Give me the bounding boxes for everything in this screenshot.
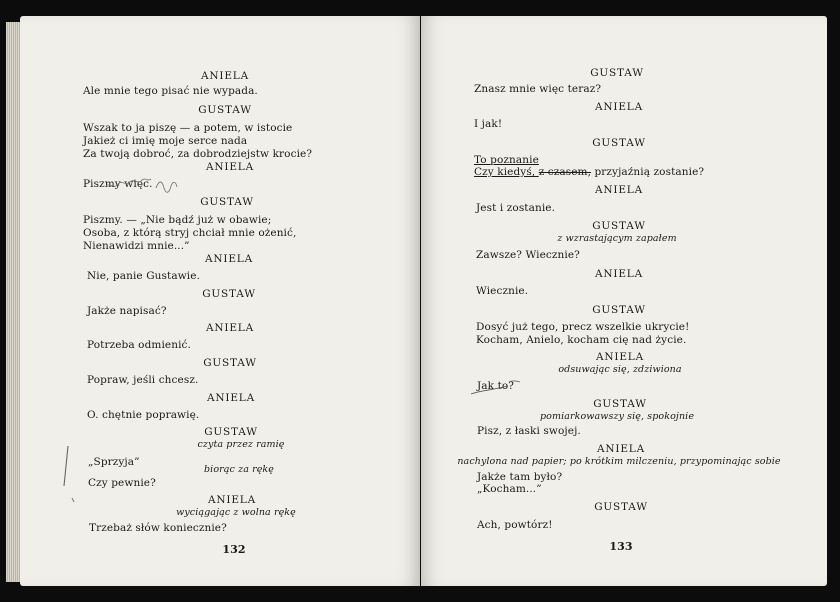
speaker-label: ANIELA	[595, 101, 643, 113]
speaker-label: GUSTAW	[592, 220, 646, 232]
speaker-label: ANIELA	[206, 322, 254, 334]
stage-direction: nachylona nad papier; po krótkim milczeniu, przypominając sobie	[457, 456, 781, 467]
speaker-label: GUSTAW	[198, 104, 252, 116]
pencil-scribble	[156, 182, 177, 192]
left-page	[20, 16, 420, 586]
dialogue-line: Znasz mnie więc teraz?	[474, 83, 602, 95]
dialogue-line: Jak to?	[477, 380, 515, 392]
struck-text: z czasem,	[538, 166, 592, 178]
speaker-label: GUSTAW	[202, 288, 256, 300]
dialogue-line: Zawsze? Wiecznie?	[476, 249, 580, 261]
dialogue-line: O. chętnie poprawię.	[87, 409, 200, 421]
dialogue-line: Potrzeba odmienić.	[87, 339, 191, 351]
speaker-label: GUSTAW	[204, 426, 258, 438]
pencil-stroke	[509, 381, 520, 382]
speaker-label: ANIELA	[595, 184, 643, 196]
speaker-label: ANIELA	[595, 268, 643, 280]
speaker-label: ANIELA	[208, 494, 256, 506]
dialogue-line: Za twoją dobroć, za dobrodziejstw krocie?	[83, 148, 313, 160]
speaker-label: ANIELA	[201, 70, 249, 82]
dialogue-line: Osoba, z którą stryj chciał mnie ożenić,	[83, 227, 297, 239]
speaker-label: ANIELA	[596, 351, 644, 363]
stage-direction: czyta przez ramię	[197, 439, 285, 450]
dialogue-line: I jak!	[474, 118, 503, 130]
dialogue-line: Jakże napisać?	[87, 305, 167, 317]
page-number: 133	[609, 540, 633, 553]
dialogue-line: Ach, powtórz!	[477, 519, 553, 531]
speaker-label: GUSTAW	[590, 67, 644, 79]
speaker-label: GUSTAW	[594, 501, 648, 513]
stage-direction: z wzrastającym zapałem	[557, 233, 677, 244]
dialogue-line: Ale mnie tego pisać nie wypada.	[83, 85, 258, 97]
dialogue-line: Kocham, Anielo, kocham cię nad życie.	[476, 334, 687, 346]
dialogue-line: Czy pewnie?	[88, 477, 156, 489]
dialogue-line: Nie, panie Gustawie.	[87, 270, 201, 282]
speaker-label: ANIELA	[597, 443, 645, 455]
pencil-stroke	[64, 446, 68, 486]
dialogue-line: Piszmy więc.	[83, 178, 153, 190]
speaker-label: ANIELA	[207, 392, 255, 404]
speaker-label: GUSTAW	[592, 304, 646, 316]
speaker-label: GUSTAW	[200, 196, 254, 208]
dialogue-line: To poznanie	[474, 154, 539, 166]
right-page	[421, 16, 827, 586]
dialogue-line: „Sprzyja”	[88, 456, 140, 468]
dialogue-line: Popraw, jeśli chcesz.	[87, 374, 199, 386]
underlined-text: Czy kiedyś,	[474, 166, 539, 178]
pencil-underline	[471, 386, 507, 394]
stage-direction: biorąc za rękę	[204, 464, 275, 475]
stage-direction: pomiarkowawszy się, spokojnie	[539, 411, 695, 422]
stage-direction: wyciągając z wolna rękę	[176, 507, 296, 518]
dialogue-line: Wiecznie.	[476, 285, 529, 297]
speaker-label: GUSTAW	[592, 137, 646, 149]
speaker-label: GUSTAW	[203, 357, 257, 369]
dialogue-line: „Kocham...”	[477, 483, 542, 495]
speaker-label: ANIELA	[205, 253, 253, 265]
dialogue-line: Jest i zostanie.	[476, 202, 556, 214]
pencil-scribble	[106, 179, 151, 186]
dialogue-line: Wszak to ja piszę — a potem, w istocie	[83, 122, 293, 134]
line-tail: przyjaźnią zostanie?	[591, 166, 705, 178]
dialogue-line: Dosyć już tego, precz wszelkie ukrycie!	[476, 321, 690, 333]
speaker-label: ANIELA	[206, 161, 254, 173]
dialogue-line: Pisz, z łaski swojej.	[477, 425, 581, 437]
speaker-label: GUSTAW	[593, 398, 647, 410]
stage-direction: odsuwając się, zdziwiona	[558, 364, 682, 375]
dialogue-line: Trzebaż słów koniecznie?	[89, 522, 227, 534]
dialogue-line: Jakże tam było?	[477, 471, 563, 483]
dialogue-line: Jakież ci imię moje serce nada	[83, 135, 248, 147]
pencil-stroke	[72, 498, 74, 502]
dialogue-line: Nienawidzi mnie...”	[83, 240, 190, 252]
dialogue-line: Piszmy. — „Nie bądź już w obawie;	[83, 214, 272, 226]
page-number: 132	[222, 543, 246, 556]
pencil-marks	[20, 16, 420, 586]
pencil-marks	[421, 16, 827, 586]
